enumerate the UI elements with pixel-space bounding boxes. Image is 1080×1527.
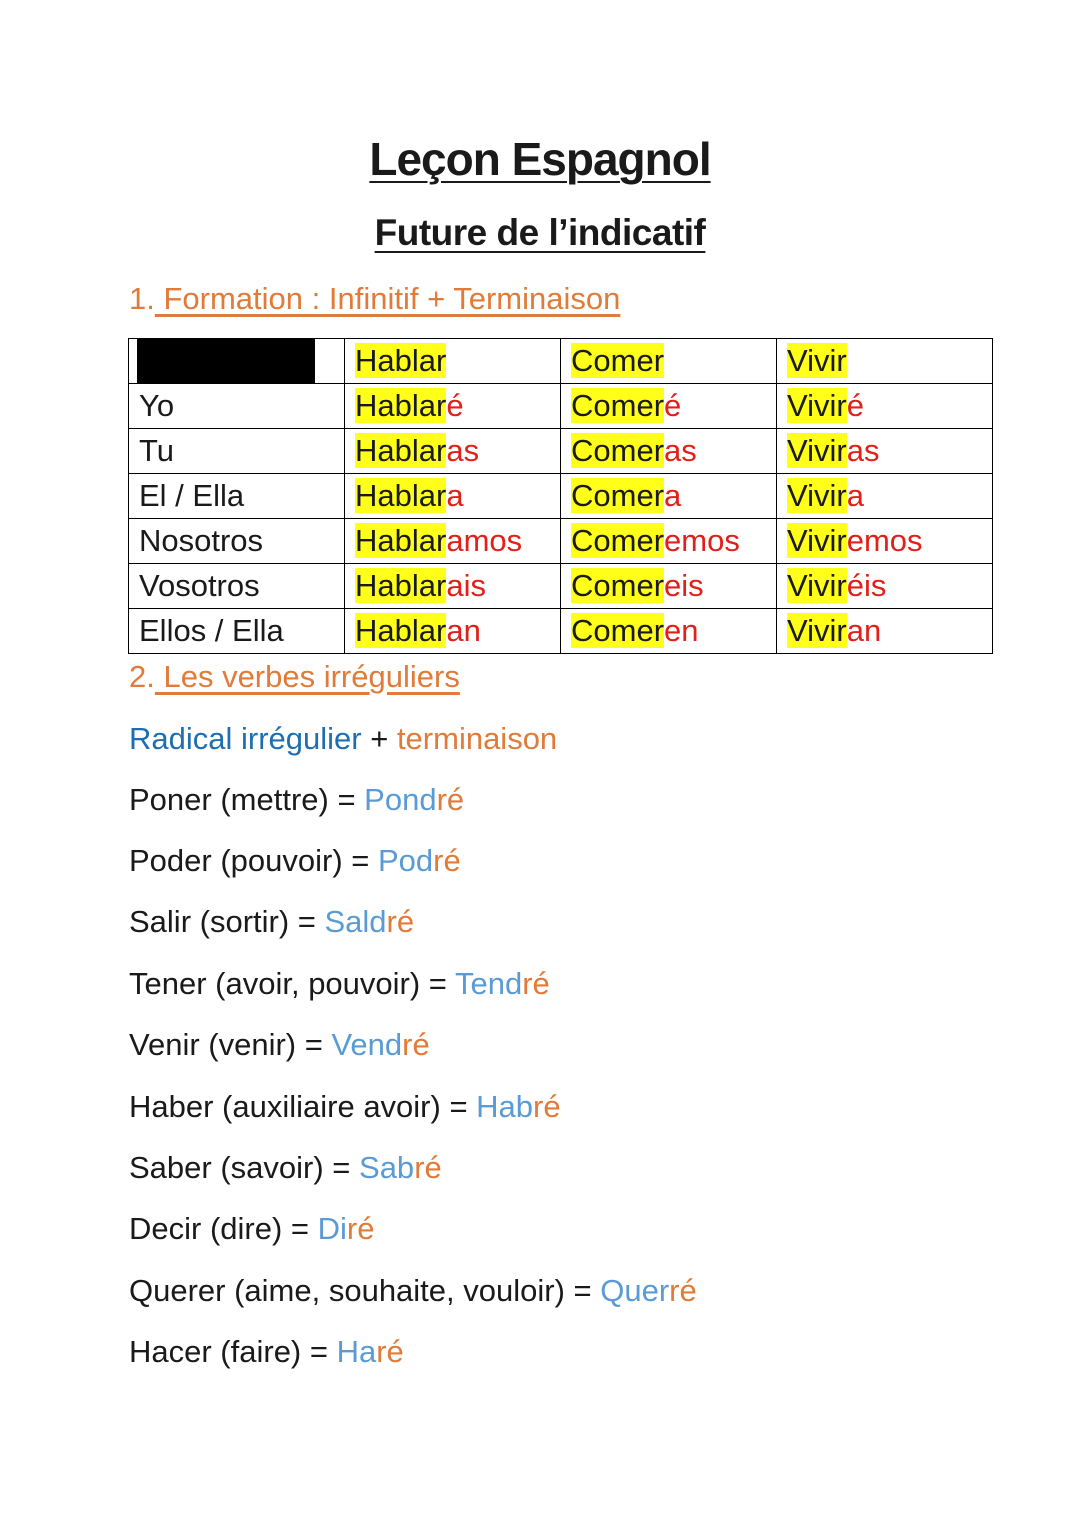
table-header-cell: Comer — [561, 339, 777, 384]
section-heading-formation — [129, 281, 620, 317]
conjugation-cell: Viviréis — [777, 564, 993, 609]
section-number: 1. — [129, 281, 155, 316]
table-header-cell: Vivir — [777, 339, 993, 384]
pronoun-cell: Vosotros — [129, 564, 345, 609]
conjugation-cell: Comeren — [561, 609, 777, 654]
conjugation-cell: Hablara — [345, 474, 561, 519]
verb-line: Querer (aime, souhaite, vouloir) = Querré — [129, 1273, 697, 1308]
conjugation-cell: Hablarais — [345, 564, 561, 609]
table-row — [129, 429, 993, 474]
pronoun-cell: Tu — [129, 429, 345, 474]
conjugation-cell: Comera — [561, 474, 777, 519]
conjugation-cell: Comeré — [561, 384, 777, 429]
conjugation-cell: Vivira — [777, 474, 993, 519]
section-title: Les verbes irréguliers — [154, 659, 460, 694]
rule-ending: terminaison — [396, 721, 558, 756]
rule-line — [129, 721, 557, 757]
redaction-block — [137, 339, 315, 383]
conjugation-cell: Hablaré — [345, 384, 561, 429]
verb-line: Poner (mettre) = Pondré — [129, 782, 465, 817]
section-number: 2. — [129, 659, 155, 694]
redacted-cell — [129, 339, 345, 384]
verb-line: Tener (avoir, pouvoir) = Tendré — [129, 966, 550, 1001]
pronoun-cell: El / Ella — [129, 474, 345, 519]
page-subtitle: Future de l’indicatif — [374, 212, 706, 253]
conjugation-cell: Viviremos — [777, 519, 993, 564]
verb-line: Hacer (faire) = Haré — [129, 1334, 404, 1369]
table-row — [129, 519, 993, 564]
table-header-row — [129, 339, 993, 384]
conjugation-cell: Hablaras — [345, 429, 561, 474]
verb-line: Saber (savoir) = Sabré — [129, 1150, 442, 1185]
pronoun-cell: Yo — [129, 384, 345, 429]
table-header-cell: Hablar — [345, 339, 561, 384]
rule-radical: Radical irrégulier — [129, 721, 362, 756]
section-title: Formation : Infinitif + Terminaison — [154, 281, 621, 316]
table-row — [129, 564, 993, 609]
conjugation-cell: Comereis — [561, 564, 777, 609]
verb-line: Haber (auxiliaire avoir) = Habré — [129, 1089, 561, 1124]
table-row — [129, 384, 993, 429]
conjugation-table — [128, 338, 993, 654]
rule-plus: + — [361, 721, 397, 756]
pronoun-cell: Ellos / Ella — [129, 609, 345, 654]
section-heading-irregular — [129, 659, 460, 695]
verb-line: Poder (pouvoir) = Podré — [129, 843, 461, 878]
verb-line: Salir (sortir) = Saldré — [129, 904, 415, 939]
conjugation-cell: Viviran — [777, 609, 993, 654]
verb-line: Venir (venir) = Vendré — [129, 1027, 430, 1062]
verb-line: Decir (dire) = Diré — [129, 1211, 375, 1246]
page-title: Leçon Espagnol — [369, 133, 711, 185]
conjugation-cell: Viviras — [777, 429, 993, 474]
conjugation-cell: Hablaran — [345, 609, 561, 654]
conjugation-cell: Hablaramos — [345, 519, 561, 564]
table-row — [129, 474, 993, 519]
conjugation-cell: Comeremos — [561, 519, 777, 564]
pronoun-cell: Nosotros — [129, 519, 345, 564]
conjugation-cell: Comeras — [561, 429, 777, 474]
conjugation-cell: Viviré — [777, 384, 993, 429]
table-row — [129, 609, 993, 654]
